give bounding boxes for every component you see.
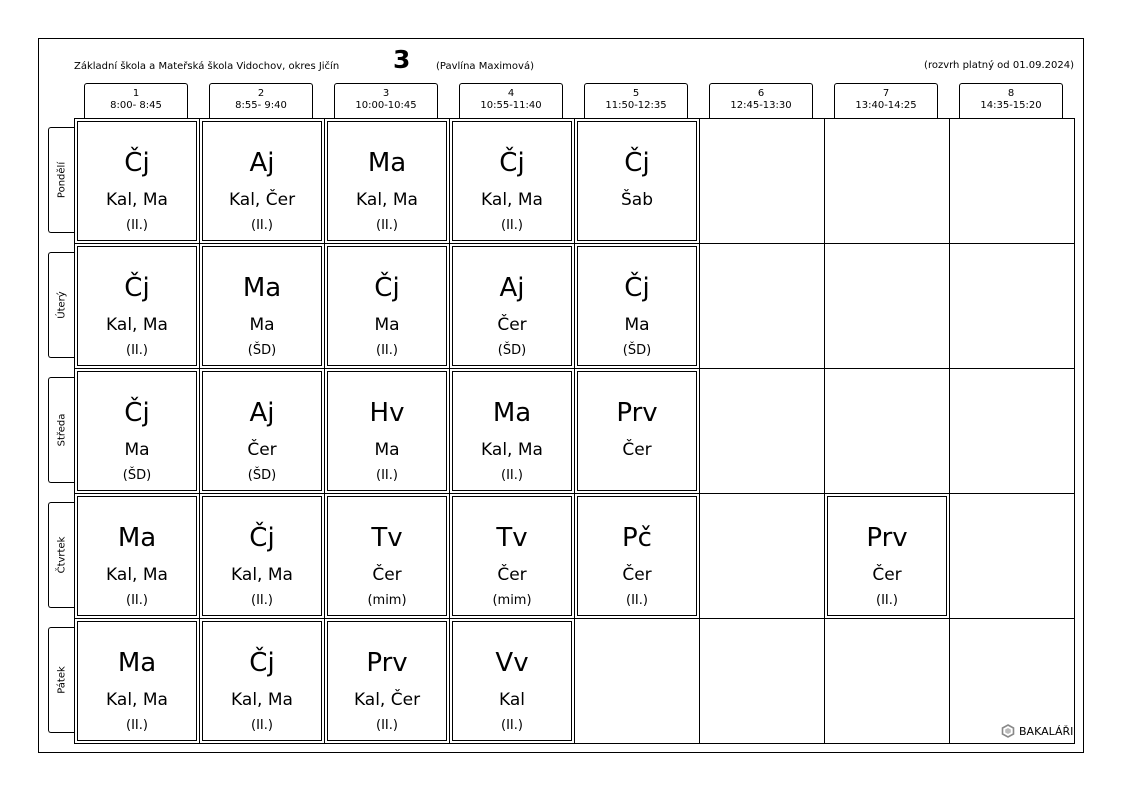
- grid-hline: [74, 618, 1075, 619]
- lesson-teacher: Čer: [372, 565, 402, 585]
- day-name: Pátek: [56, 666, 68, 694]
- lesson-teacher: Ma: [374, 440, 400, 460]
- school-name: Základní škola a Mateřská škola Vidochov, okres Jičín: [74, 61, 340, 72]
- period-number: 8: [1007, 88, 1015, 99]
- grid-vline: [449, 118, 450, 744]
- grid-hline: [74, 368, 1075, 369]
- lesson-subject: Čj: [374, 273, 400, 303]
- lesson-group: (II.): [251, 718, 273, 733]
- grid-vline: [824, 118, 825, 744]
- day-label-5: [48, 627, 75, 733]
- lesson-cell[interactable]: [77, 371, 197, 491]
- lesson-cell[interactable]: [202, 246, 322, 366]
- lesson-subject: Hv: [369, 398, 405, 428]
- lesson-group: (mim): [367, 593, 407, 608]
- day-label-3: [48, 377, 75, 483]
- day-label-4: [48, 502, 75, 608]
- lesson-cell[interactable]: [77, 246, 197, 366]
- class-teacher: (Pavlína Maximová): [436, 61, 534, 72]
- period-time: 10:55-11:40: [480, 100, 542, 111]
- lesson-group: (II.): [501, 718, 523, 733]
- lesson-subject: Pč: [622, 523, 652, 553]
- period-header-2: [209, 83, 313, 119]
- lesson-subject: Ma: [242, 273, 282, 303]
- lesson-teacher: Kal, Ma: [231, 690, 293, 710]
- grid-hline: [74, 243, 1075, 244]
- lesson-group: (II.): [501, 468, 523, 483]
- lesson-subject: Ma: [367, 148, 407, 178]
- period-number: 2: [257, 88, 265, 99]
- period-header-8: [959, 83, 1063, 119]
- lesson-cell[interactable]: [327, 371, 447, 491]
- lesson-teacher: Kal: [499, 690, 525, 710]
- valid-from: (rozvrh platný od 01.09.2024): [924, 60, 1074, 71]
- lesson-subject: Prv: [616, 398, 658, 428]
- period-header-1: [84, 83, 188, 119]
- lesson-group: (II.): [126, 218, 148, 233]
- lesson-subject: Aj: [249, 398, 275, 428]
- lesson-teacher: Čer: [872, 565, 902, 585]
- lesson-group: (II.): [251, 593, 273, 608]
- lesson-cell[interactable]: [577, 371, 697, 491]
- lesson-cell[interactable]: [577, 121, 697, 241]
- lesson-cell[interactable]: [202, 371, 322, 491]
- lesson-subject: Čj: [124, 273, 150, 303]
- bakalari-logo: [1001, 724, 1073, 738]
- day-label-1: [48, 127, 75, 233]
- period-header-4: [459, 83, 563, 119]
- lesson-group: (mim): [492, 593, 532, 608]
- lesson-cell[interactable]: [577, 246, 697, 366]
- period-number: 4: [507, 88, 515, 99]
- lesson-group: (II.): [251, 218, 273, 233]
- lesson-teacher: Šab: [621, 190, 653, 210]
- lesson-cell[interactable]: [452, 246, 572, 366]
- lesson-subject: Čj: [499, 148, 525, 178]
- day-name: Pondělí: [56, 161, 68, 199]
- grid-vline: [699, 118, 700, 744]
- lesson-group: (ŠD): [622, 343, 652, 358]
- period-number: 6: [757, 88, 765, 99]
- period-number: 7: [882, 88, 890, 99]
- lesson-group: (II.): [376, 343, 398, 358]
- lesson-subject: Čj: [249, 523, 275, 553]
- class-number: 3: [393, 45, 411, 74]
- lesson-teacher: Kal, Ma: [106, 315, 168, 335]
- lesson-subject: Ma: [492, 398, 532, 428]
- lesson-teacher: Kal, Čer: [353, 690, 421, 710]
- day-name: Čtvrtek: [56, 536, 68, 574]
- lesson-subject: Čj: [624, 273, 650, 303]
- lesson-subject: Tv: [496, 523, 528, 553]
- grid-vline: [324, 118, 325, 744]
- lesson-subject: Ma: [117, 523, 157, 553]
- lesson-teacher: Kal, Ma: [481, 440, 543, 460]
- lesson-group: (II.): [376, 468, 398, 483]
- lesson-teacher: Čer: [622, 440, 652, 460]
- lesson-group: (ŠD): [497, 343, 527, 358]
- day-name: Středa: [56, 413, 68, 447]
- period-number: 3: [382, 88, 390, 99]
- period-time: 12:45-13:30: [730, 100, 792, 111]
- bakalari-logo-icon: [1001, 724, 1015, 738]
- period-time: 14:35-15:20: [980, 100, 1042, 111]
- lesson-group: (ŠD): [247, 343, 277, 358]
- day-label-2: [48, 252, 75, 358]
- grid-vline: [949, 118, 950, 744]
- lesson-cell[interactable]: [327, 621, 447, 741]
- lesson-subject: Aj: [499, 273, 525, 303]
- lesson-teacher: Kal, Čer: [228, 190, 296, 210]
- grid-vline: [574, 118, 575, 744]
- period-header-7: [834, 83, 938, 119]
- lesson-group: (II.): [626, 593, 648, 608]
- lesson-group: (II.): [501, 218, 523, 233]
- period-time: 11:50-12:35: [605, 100, 667, 111]
- lesson-group: (II.): [376, 218, 398, 233]
- lesson-teacher: Kal, Ma: [231, 565, 293, 585]
- lesson-cell[interactable]: [202, 121, 322, 241]
- lesson-teacher: Čer: [247, 440, 277, 460]
- lesson-teacher: Ma: [124, 440, 150, 460]
- period-number: 5: [632, 88, 640, 99]
- lesson-teacher: Čer: [497, 315, 527, 335]
- lesson-subject: Čj: [124, 398, 150, 428]
- lesson-cell[interactable]: [452, 121, 572, 241]
- lesson-subject: Čj: [249, 648, 275, 678]
- period-header-3: [334, 83, 438, 119]
- lesson-subject: Tv: [371, 523, 403, 553]
- grid-hline: [74, 493, 1075, 494]
- period-header-5: [584, 83, 688, 119]
- lesson-subject: Prv: [366, 648, 408, 678]
- period-time: 13:40-14:25: [855, 100, 917, 111]
- lesson-cell[interactable]: [327, 246, 447, 366]
- lesson-subject: Vv: [495, 648, 529, 678]
- lesson-cell[interactable]: [77, 496, 197, 616]
- lesson-teacher: Kal, Ma: [106, 190, 168, 210]
- lesson-group: (II.): [876, 593, 898, 608]
- lesson-cell[interactable]: [327, 121, 447, 241]
- lesson-cell[interactable]: [577, 496, 697, 616]
- period-header-6: [709, 83, 813, 119]
- period-number: 1: [132, 88, 140, 99]
- lesson-cell[interactable]: [202, 621, 322, 741]
- bakalari-logo-label: BAKALÁŘI: [1019, 724, 1074, 738]
- lesson-cell[interactable]: [452, 621, 572, 741]
- lesson-teacher: Ma: [624, 315, 650, 335]
- lesson-group: (ŠD): [247, 468, 277, 483]
- lesson-teacher: Kal, Ma: [481, 190, 543, 210]
- lesson-subject: Aj: [249, 148, 275, 178]
- lesson-teacher: Kal, Ma: [356, 190, 418, 210]
- lesson-teacher: Kal, Ma: [106, 565, 168, 585]
- lesson-cell[interactable]: [827, 496, 947, 616]
- lesson-cell[interactable]: [452, 371, 572, 491]
- lesson-group: (II.): [376, 718, 398, 733]
- lesson-subject: Prv: [866, 523, 908, 553]
- lesson-group: (II.): [126, 718, 148, 733]
- period-time: 8:55- 9:40: [235, 100, 287, 111]
- lesson-cell[interactable]: [202, 496, 322, 616]
- lesson-subject: Čj: [624, 148, 650, 178]
- lesson-teacher: Kal, Ma: [106, 690, 168, 710]
- lesson-group: (II.): [126, 343, 148, 358]
- lesson-teacher: Čer: [497, 565, 527, 585]
- lesson-teacher: Ma: [249, 315, 275, 335]
- lesson-cell[interactable]: [452, 496, 572, 616]
- lesson-cell[interactable]: [77, 621, 197, 741]
- lesson-group: (ŠD): [122, 468, 152, 483]
- day-name: Úterý: [56, 291, 68, 319]
- lesson-cell[interactable]: [327, 496, 447, 616]
- period-time: 8:00- 8:45: [110, 100, 162, 111]
- lesson-group: (II.): [126, 593, 148, 608]
- period-time: 10:00-10:45: [355, 100, 417, 111]
- lesson-teacher: Čer: [622, 565, 652, 585]
- grid-vline: [199, 118, 200, 744]
- lesson-subject: Ma: [117, 648, 157, 678]
- lesson-subject: Čj: [124, 148, 150, 178]
- lesson-teacher: Ma: [374, 315, 400, 335]
- lesson-cell[interactable]: [77, 121, 197, 241]
